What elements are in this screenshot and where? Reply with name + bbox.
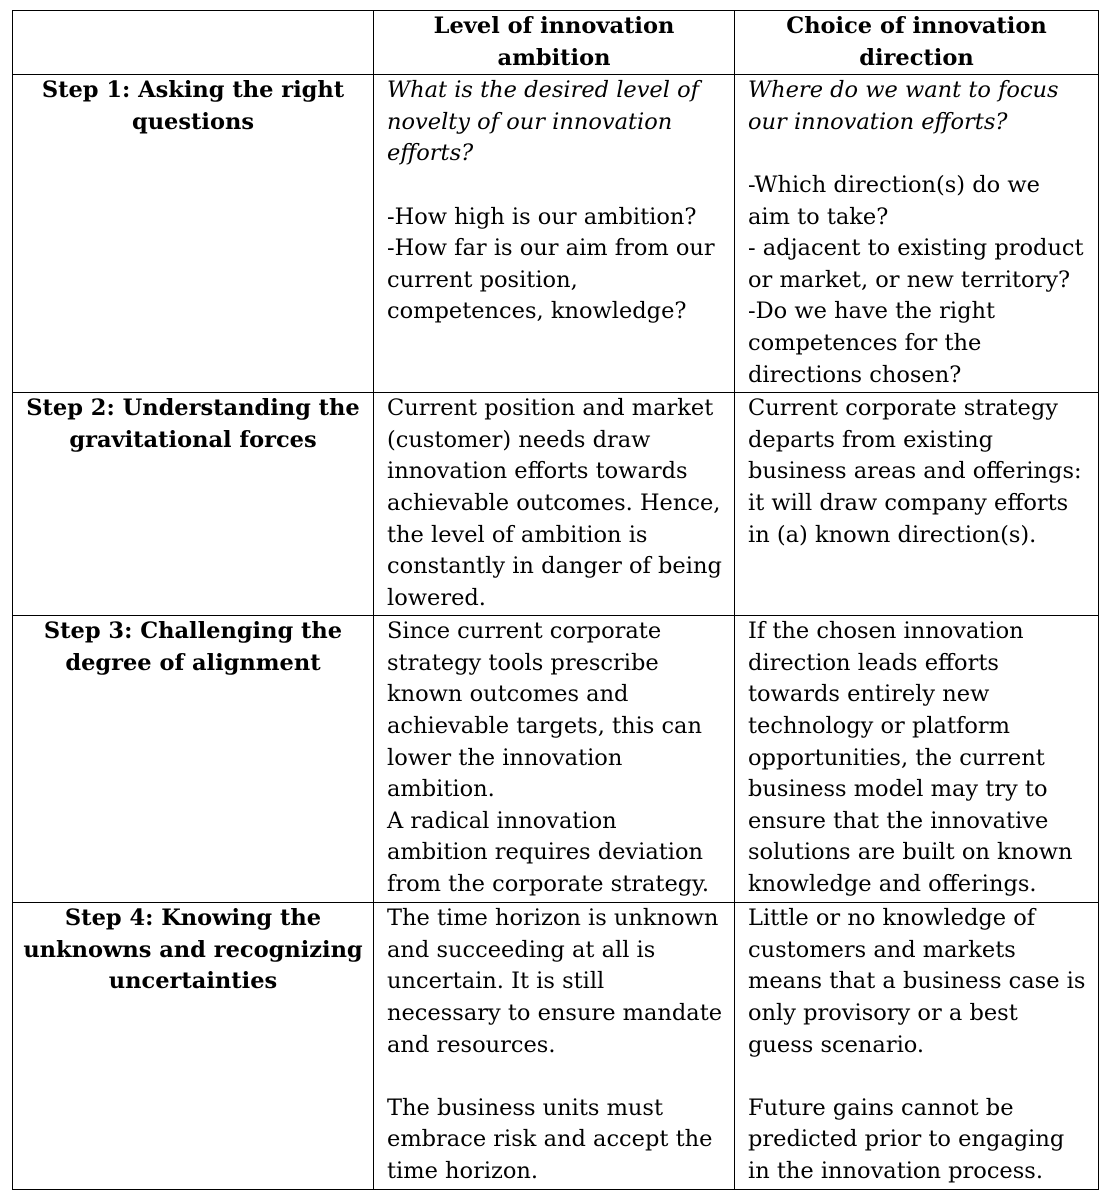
innovation-steps-table <box>12 10 1099 1190</box>
table-row <box>13 393 1099 616</box>
spacer <box>748 1061 1088 1093</box>
header-ambition: Level of innovation ambition <box>374 11 735 75</box>
spacer <box>748 138 1088 170</box>
step-3-ambition-line: Since current corporate strategy tools prescribe known outcomes and achievable targets, this can lower the innovation ambition. <box>387 618 702 803</box>
header-direction: Choice of innovation direction <box>735 11 1099 75</box>
step-4-direction-cell <box>735 903 1099 1190</box>
table-row <box>13 616 1099 903</box>
step-3-ambition-cell <box>374 616 735 903</box>
step-4-label: Step 4: Knowing the unknowns and recognizing uncertainties <box>13 903 374 1190</box>
step-2-ambition-cell: Current position and market (customer) needs draw innovation efforts towards achievable outcomes. Hence, the level of ambition is constantly in danger of being lowered. <box>374 393 735 616</box>
header-corner-cell <box>13 11 374 75</box>
table-row <box>13 75 1099 393</box>
step-3-label: Step 3: Challenging the degree of alignment <box>13 616 374 903</box>
step-3-direction-cell: If the chosen innovation direction leads efforts towards entirely new technology or platform opportunities, the current business model may try to ensure that the innovative solutions are built on known knowledge and offerings. <box>735 616 1099 903</box>
table-header-row <box>13 11 1099 75</box>
step-1-ambition-question: What is the desired level of novelty of our innovation efforts? <box>387 77 699 167</box>
step-4-ambition-cell <box>374 903 735 1190</box>
step-1-ambition-line: -How high is our ambition? <box>387 203 697 230</box>
step-3-ambition-line: A radical innovation ambition requires deviation from the corporate strategy. <box>387 807 710 897</box>
step-4-ambition-paragraph: The time horizon is unknown and succeeding at all is uncertain. It is still necessary to ensure mandate and resources. <box>387 905 723 1058</box>
step-2-direction-cell: Current corporate strategy departs from existing business areas and offerings: it will draw company efforts in (a) known direction(s). <box>735 393 1099 616</box>
step-1-direction-question: Where do we want to focus our innovation efforts? <box>748 77 1059 135</box>
step-4-direction-paragraph: Future gains cannot be predicted prior to engaging in the innovation process. <box>748 1094 1065 1184</box>
step-1-direction-line: -Do we have the right competences for the directions chosen? <box>748 298 996 388</box>
innovation-table-page <box>12 10 1098 1190</box>
step-1-direction-line: - adjacent to existing product or market, or new territory? <box>748 235 1084 293</box>
step-1-ambition-cell <box>374 75 735 393</box>
step-1-direction-line: -Which direction(s) do we aim to take? <box>748 171 1040 230</box>
step-4-direction-paragraph: Little or no knowledge of customers and markets means that a business case is only provisory or a best guess scenario. <box>748 905 1086 1058</box>
spacer <box>387 1061 724 1093</box>
step-1-direction-cell <box>735 75 1099 393</box>
step-2-label: Step 2: Understanding the gravitational forces <box>13 393 374 616</box>
table-row <box>13 903 1099 1190</box>
step-1-ambition-line: -How far is our aim from our current position, competences, knowledge? <box>387 235 715 325</box>
spacer <box>387 170 724 202</box>
step-1-label: Step 1: Asking the right questions <box>13 75 374 393</box>
step-4-ambition-paragraph: The business units must embrace risk and accept the time horizon. <box>387 1094 713 1184</box>
